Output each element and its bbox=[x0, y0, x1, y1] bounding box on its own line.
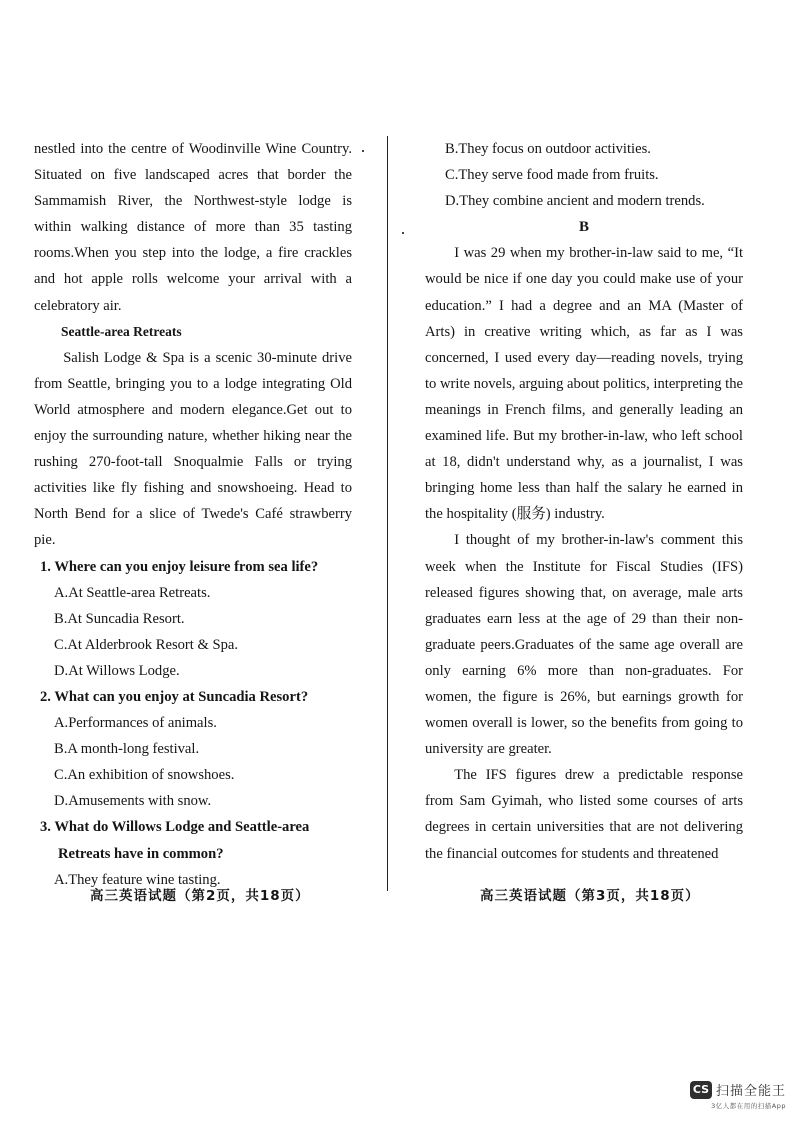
question-2: 2. What can you enjoy at Suncadia Resort? bbox=[40, 688, 309, 705]
footer-page-3: 高三英语试题（第3页，共18页） bbox=[480, 888, 700, 904]
q2-option-c: C.An exhibition of snowshoes. bbox=[54, 767, 235, 784]
camscanner-logo-icon: CS bbox=[690, 1081, 712, 1099]
right-column bbox=[425, 136, 743, 867]
question-3: 3. What do Willows Lodge and Seattle-area Retreats have in common? bbox=[40, 819, 310, 862]
q2-option-b: B.A month-long festival. bbox=[54, 741, 200, 758]
footer-page-2: 高三英语试题（第2页，共18页） bbox=[90, 888, 310, 904]
left-column bbox=[34, 136, 352, 893]
scanner-watermark bbox=[690, 1080, 786, 1110]
q1-option-c: C.At Alderbrook Resort & Spa. bbox=[54, 636, 239, 653]
passage-b-paragraph-3: The IFS figures drew a predictable response from Sam Gyimah, who listed some courses of arts degrees in certain universities that are not delivering the financial outcomes for students and threatened bbox=[425, 767, 743, 862]
section-b-title: B bbox=[578, 219, 589, 236]
passage-b-paragraph-1: I was 29 when my brother-in-law said to me, “It would be nice if one day you could make use of your education.” I had a degree and an MA (Master of Arts) in creative writing which, as far as I was concerned, I used every day—reading novels, trying to write novels, arguing about politics, interpreting the meanings in French films, and generally leading an examined life. But my brother-in-law, who left school at 18, didn't understand why, as a journalist, I was bringing home less than half the salary he earned in the hospitality (服务) industry. bbox=[425, 245, 743, 523]
q3-option-a: A.They feature wine tasting. bbox=[54, 871, 221, 888]
q1-option-d: D.At Willows Lodge. bbox=[54, 662, 180, 679]
scan-speck bbox=[362, 150, 364, 152]
question-1: 1. Where can you enjoy leisure from sea life? bbox=[40, 558, 319, 575]
q3-option-b: B.They focus on outdoor activities. bbox=[445, 141, 651, 157]
watermark-tagline: 3亿人都在用的扫描App bbox=[711, 1102, 786, 1110]
q2-option-d: D.Amusements with snow. bbox=[54, 793, 212, 810]
scan-speck bbox=[402, 232, 404, 234]
q1-option-b: B.At Suncadia Resort. bbox=[54, 610, 185, 627]
section-heading: Seattle-area Retreats bbox=[61, 323, 182, 339]
passage-b-paragraph-2: I thought of my brother-in-law's comment this week when the Institute for Fiscal Studies (IFS) released figures showing that, on average, male arts graduates earn less at the age of 29 than their non-graduate peers.Graduates of the same age overall are only earning 6% more than non-graduates. For women, the figure is 26%, but earnings growth for women overall is lower, so the benefits from going to university are greater. bbox=[425, 532, 743, 758]
column-divider bbox=[387, 136, 388, 891]
salish-paragraph: Salish Lodge & Spa is a scenic 30-minute drive from Seattle, bringing you to a lodge integrating Old World atmosphere and modern elegance.Get out to enjoy the surrounding nature, whether hiking near the rushing 270-foot-tall Snoqualmie Falls or trying activities like fly fishing and snowshoeing. Head to North Bend for a slice of Twede's Café strawberry pie. bbox=[34, 349, 352, 549]
intro-paragraph: nestled into the centre of Woodinville Wine Country. Situated on five landscaped acres that border the Sammamish River, the Northwest-style lodge is within walking distance of more than 35 tasting rooms.When you step into the lodge, a fire crackles and hot apple rolls welcome your arrival with a celebratory air. bbox=[34, 141, 352, 314]
q3-option-c: C.They serve food made from fruits. bbox=[445, 167, 659, 184]
q1-option-a: A.At Seattle-area Retreats. bbox=[54, 584, 211, 601]
q2-option-a: A.Performances of animals. bbox=[54, 715, 217, 732]
watermark-app-name: 扫描全能王 bbox=[716, 1084, 787, 1099]
q3-option-d: D.They combine ancient and modern trends. bbox=[445, 193, 705, 210]
